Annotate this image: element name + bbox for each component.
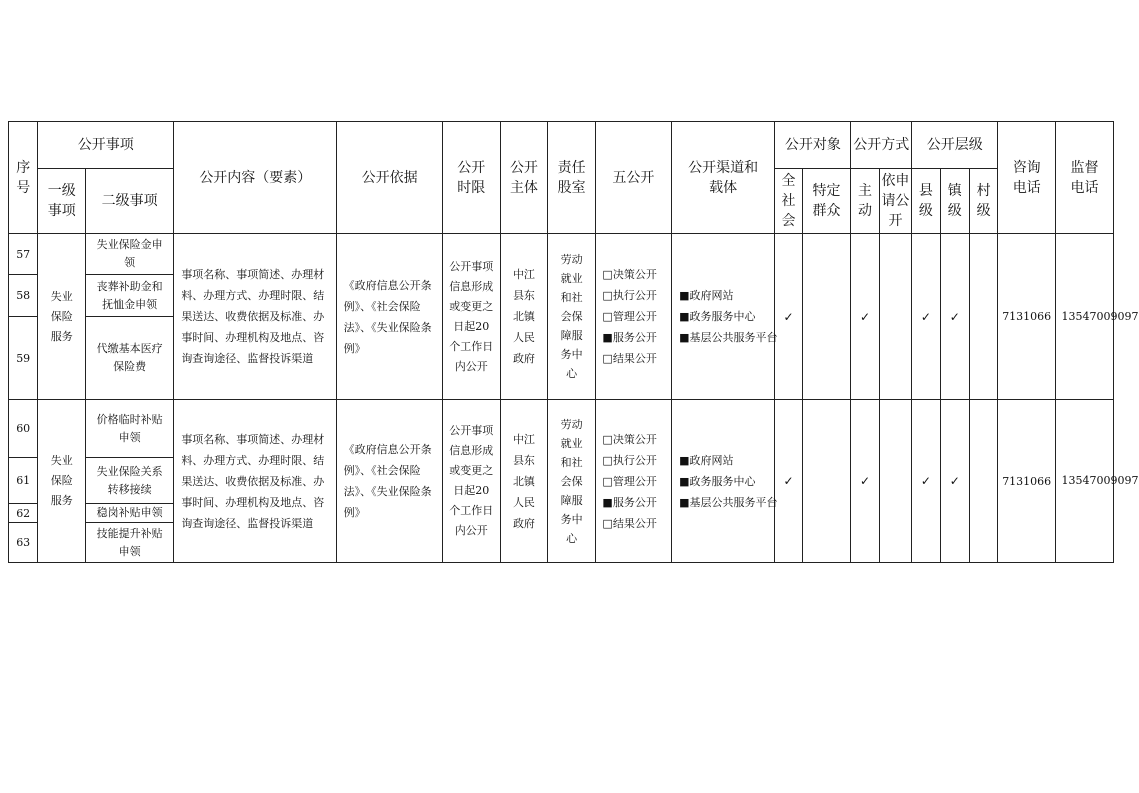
audience-all-check: ✓ [775, 400, 802, 563]
header-audience-specific: 特定群众 [802, 169, 851, 234]
row-seq: 61 [9, 458, 38, 504]
five-open-list [595, 234, 671, 400]
channel-items [679, 285, 778, 348]
five-open-item: ■服务公开 [602, 331, 657, 344]
disclosure-content-text: 事项名称、事项简述、办理材料、办理方式、办理时限、结果送达、收费依据及标准、办事时间、办理机构及地点、咨询查询途径、监督投诉渠道 [181, 268, 325, 365]
header-method-request: 依申请公开 [879, 169, 911, 234]
disclosure-content [174, 234, 337, 400]
header-method-active: 主动 [851, 169, 879, 234]
channel-list [671, 234, 778, 400]
five-open-list [595, 400, 671, 563]
header-office: 责任股室 [548, 122, 596, 234]
disclosure-basis-text: 《政府信息公开条例》、《社会保险法》、《失业保险条例》 [343, 443, 432, 519]
header-level: 公开层级 [912, 122, 998, 169]
audience-specific-check [802, 400, 851, 563]
level2-item [86, 504, 174, 523]
consult-phone: 7131066 [998, 400, 1056, 563]
five-open-item: □执行公开 [602, 289, 657, 302]
row-seq: 63 [9, 523, 38, 563]
disclosure-basis [337, 400, 442, 563]
table-row [9, 234, 1114, 275]
level2-item-text: 代缴基本医疗保险费 [96, 342, 163, 373]
disclosure-content [174, 400, 337, 563]
level-town-check: ✓ [940, 400, 969, 563]
level-village-check [969, 234, 997, 400]
header-level-town: 镇级 [940, 169, 969, 234]
responsible-office [548, 234, 596, 400]
five-open-item: □管理公开 [602, 474, 657, 488]
header-basis: 公开依据 [337, 122, 442, 234]
header-level-village: 村级 [969, 169, 997, 234]
time-limit-text: 公开事项信息形成或变更之日起20个工作日内公开 [449, 424, 494, 537]
level-county-check: ✓ [912, 234, 940, 400]
time-limit-text: 公开事项信息形成或变更之日起20个工作日内公开 [449, 259, 494, 373]
five-open-item: □结果公开 [602, 516, 657, 530]
level2-item [86, 523, 174, 563]
responsible-office [548, 400, 596, 563]
level2-item-text: 失业保险金申领 [96, 238, 163, 269]
disclosure-content-text: 事项名称、事项简述、办理材料、办理方式、办理时限、结果送达、收费依据及标准、办事时间、办理机构及地点、咨询查询途径、监督投诉渠道 [181, 432, 325, 530]
disclosure-subject-text: 中江县东北镇人民政府 [512, 432, 535, 530]
level2-item-text: 失业保险关系转移接续 [96, 464, 163, 496]
header-channel: 公开渠道和载体 [671, 122, 774, 234]
header-row-1 [9, 122, 1114, 169]
level2-item [86, 400, 174, 458]
disclosure-subject [500, 234, 548, 400]
disclosure-subject [500, 400, 548, 563]
responsible-office-text: 劳动就业和社会保障服务中心 [560, 253, 583, 380]
header-level-county: 县级 [912, 169, 940, 234]
level2-item [86, 317, 174, 400]
row-seq: 59 [9, 317, 38, 400]
level2-item-text: 价格临时补贴申领 [96, 412, 163, 444]
header-audience: 公开对象 [775, 122, 851, 169]
level2-item [86, 234, 174, 275]
five-open-item: □管理公开 [602, 310, 657, 323]
supervise-phone-text: 13547009097 [1061, 309, 1139, 323]
five-open-item: ■服务公开 [602, 495, 657, 509]
row-seq: 60 [9, 400, 38, 458]
header-matters: 公开事项 [38, 122, 174, 169]
channel-item: ■基层公共服务平台 [679, 331, 778, 344]
channel-item: ■政府网站 [679, 453, 734, 467]
level-county-check: ✓ [912, 400, 940, 563]
supervise-phone-text: 13547009097 [1061, 474, 1139, 487]
method-request-check [879, 234, 911, 400]
disclosure-table [8, 121, 1139, 563]
disclosure-basis [337, 234, 442, 400]
channel-item: ■政务服务中心 [679, 310, 756, 323]
time-limit [442, 400, 500, 563]
header-five-open: 五公开 [595, 122, 671, 234]
header-consult-phone: 咨询电话 [998, 122, 1056, 234]
header-supervise-phone: 监督电话 [1056, 122, 1114, 234]
consult-phone: 7131066 [998, 234, 1056, 400]
header-level1: 一级事项 [38, 169, 86, 234]
level2-item-text: 技能提升补贴申领 [96, 526, 163, 558]
level1-item-text: 失业保险服务 [50, 289, 73, 343]
level1-item [38, 400, 86, 563]
method-active-check: ✓ [851, 234, 879, 400]
method-active-check: ✓ [851, 400, 879, 563]
five-open-items [602, 429, 664, 534]
channel-item: ■政务服务中心 [679, 474, 756, 488]
row-seq: 62 [9, 504, 38, 523]
level2-item [86, 458, 174, 504]
channel-list [671, 400, 778, 563]
responsible-office-text: 劳动就业和社会保障服务中心 [560, 417, 583, 545]
header-level2: 二级事项 [86, 169, 174, 234]
time-limit [442, 234, 500, 400]
five-open-item: □执行公开 [602, 453, 657, 467]
table-row [9, 400, 1114, 458]
supervise-phone [1056, 400, 1139, 563]
header-content: 公开内容（要素） [174, 122, 337, 234]
level-town-check: ✓ [940, 234, 969, 400]
level-village-check [969, 400, 997, 563]
level2-item-text: 丧葬补助金和抚恤金申领 [96, 279, 163, 311]
row-seq: 58 [9, 275, 38, 317]
level2-item [86, 275, 174, 317]
header-subject: 公开主体 [500, 122, 548, 234]
level2-item-text: 稳岗补贴申领 [96, 506, 163, 519]
header-time-limit: 公开时限 [442, 122, 500, 234]
disclosure-subject-text: 中江县东北镇人民政府 [512, 268, 535, 365]
level1-item-text: 失业保险服务 [50, 454, 73, 507]
header-method: 公开方式 [851, 122, 912, 169]
five-open-items [602, 264, 664, 369]
channel-item: ■基层公共服务平台 [679, 495, 778, 509]
audience-all-check: ✓ [775, 234, 802, 400]
header-audience-all: 全社会 [775, 169, 802, 234]
supervise-phone [1056, 234, 1139, 400]
channel-items [679, 450, 778, 513]
channel-item: ■政府网站 [679, 289, 734, 302]
method-request-check [879, 400, 911, 563]
level1-item [38, 234, 86, 400]
five-open-item: □决策公开 [602, 432, 657, 446]
row-seq: 57 [9, 234, 38, 275]
disclosure-basis-text: 《政府信息公开条例》、《社会保险法》、《失业保险条例》 [343, 278, 432, 355]
header-seq: 序号 [9, 122, 38, 234]
audience-specific-check [802, 234, 851, 400]
five-open-item: □结果公开 [602, 352, 657, 365]
five-open-item: □决策公开 [602, 268, 657, 281]
